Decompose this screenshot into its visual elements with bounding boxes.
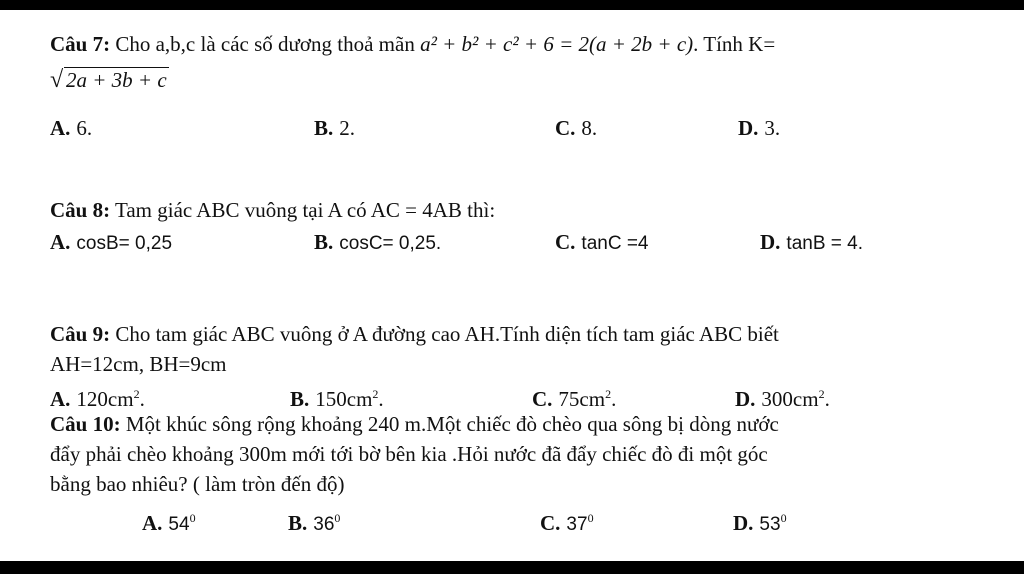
question-7-line-1: [50, 32, 775, 56]
question-8-text: Tam giác ABC vuông tại A có AC = 4AB thì:: [110, 198, 496, 222]
question-8-option-b: B. cosC= 0,25.: [314, 230, 442, 254]
question-7-option-a: A. 6.: [50, 116, 93, 140]
question-7-label: Câu 7:: [50, 32, 111, 56]
question-10-option-c: C. $37^0$: [540, 511, 594, 535]
question-10-option-b: B. $36^0$: [288, 511, 341, 535]
question-10-line-3: [50, 472, 345, 496]
question-9-option-a: A. $120cm^2$.: [50, 387, 145, 411]
question-10-option-d: D. $53^0$: [733, 511, 787, 535]
question-7-equation: a² + b² + c² + 6 = 2(a + 2b + c): [420, 32, 694, 56]
question-8-option-d: D. tanB = 4.: [760, 230, 864, 254]
question-10-text-3: bằng bao nhiêu? ( làm tròn đến độ): [50, 472, 345, 496]
question-9-option-d: D. $300cm^2$.: [735, 387, 830, 411]
question-10-text-2: đẩy phải chèo khoảng 300m mới tới bờ bên kia .Hỏi nước đã đẩy chiếc đò đi một góc: [50, 442, 768, 466]
question-9-given: AH=12cm, BH=9cm: [50, 352, 227, 376]
question-7-option-c: C. 8.: [555, 116, 598, 140]
question-9-option-c: C. $75cm^2$.: [532, 387, 617, 411]
question-9-text: Cho tam giác ABC vuông ở A đường cao AH.Tính diện tích tam giác ABC biết: [110, 322, 779, 346]
question-9-label: Câu 9:: [50, 322, 111, 346]
radicand: 2a + 3b + c: [66, 68, 167, 92]
question-10-label: Câu 10:: [50, 412, 121, 436]
question-8-label: Câu 8:: [50, 198, 111, 222]
question-7-option-b: B. 2.: [314, 116, 356, 140]
question-7-option-d: D. 3.: [738, 116, 781, 140]
question-9-line-1: [50, 322, 779, 346]
question-7-suffix: . Tính K=: [693, 32, 776, 56]
question-10-option-a: A. $54^0$: [142, 511, 196, 535]
question-8-option-a: A. cosB= 0,25: [50, 230, 173, 254]
question-10-line-2: [50, 442, 768, 466]
square-root: √ 2a + 3b + c: [50, 67, 167, 93]
question-10-line-1: [50, 412, 779, 436]
question-10-text-1: Một khúc sông rộng khoảng 240 m.Một chiếc đò chèo qua sông bị dòng nước: [120, 412, 779, 436]
question-7-text: Cho a,b,c là các số dương thoả mãn: [110, 32, 421, 56]
question-8-option-c: C. tanC =4: [555, 230, 649, 254]
question-7-line-2: [50, 68, 169, 92]
question-8-line-1: [50, 198, 495, 222]
document-page: [0, 10, 1024, 561]
question-9-option-b: B. $150cm^2$.: [290, 387, 384, 411]
question-9-line-2: [50, 352, 227, 376]
